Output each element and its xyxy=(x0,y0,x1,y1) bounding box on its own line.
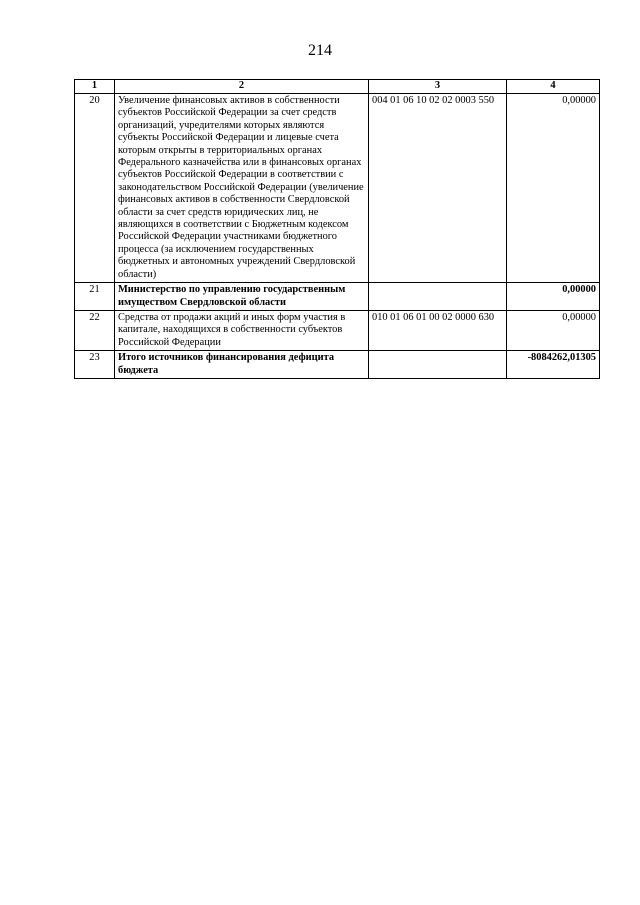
table-row xyxy=(75,283,600,311)
row-number: 20 xyxy=(75,94,115,283)
page-number: 214 xyxy=(308,42,332,59)
row-number: 23 xyxy=(75,351,115,379)
row-number: 22 xyxy=(75,310,115,350)
table-row xyxy=(75,351,600,379)
row-amount: 0,00000 xyxy=(507,310,600,350)
row-name: Министерство по управлению государственным имуществом Свердловской области xyxy=(115,283,369,311)
column-header-2: 2 xyxy=(115,80,369,94)
column-header-3: 3 xyxy=(369,80,507,94)
row-code: 010 01 06 01 00 02 0000 630 xyxy=(369,310,507,350)
sources-table xyxy=(74,79,600,379)
column-header-4: 4 xyxy=(507,80,600,94)
row-name: Средства от продажи акций и иных форм участия в капитале, находящихся в собственности субъектов Российской Федерации xyxy=(115,310,369,350)
table-row xyxy=(75,94,600,283)
row-code: 004 01 06 10 02 02 0003 550 xyxy=(369,94,507,283)
row-amount: 0,00000 xyxy=(507,283,600,311)
row-name: Итого источников финансирования дефицита бюджета xyxy=(115,351,369,379)
table-row xyxy=(75,310,600,350)
row-amount: -8084262,01305 xyxy=(507,351,600,379)
row-amount: 0,00000 xyxy=(507,94,600,283)
row-code xyxy=(369,351,507,379)
row-code xyxy=(369,283,507,311)
row-number: 21 xyxy=(75,283,115,311)
row-name: Увеличение финансовых активов в собственности субъектов Российской Федерации за счет средств организаций, учредителями которых являются субъекты Российской Федерации и лицевые счета которым открыты в территориальных органах Федерального казначейства или в финансовых органах субъектов Российской Федерации в соответствии с законодательством Российской Федерации (увеличение финансовых активов в собственности Свердловской области за счет средств юридических лиц, не являющихся в соответствии с Бюджетным кодексом Российской Федерации участниками бюджетного процесса (за исключением государственных бюджетных и автономных учреждений Свердловской области) xyxy=(115,94,369,283)
column-header-1: 1 xyxy=(75,80,115,94)
table-header-row xyxy=(75,80,600,94)
